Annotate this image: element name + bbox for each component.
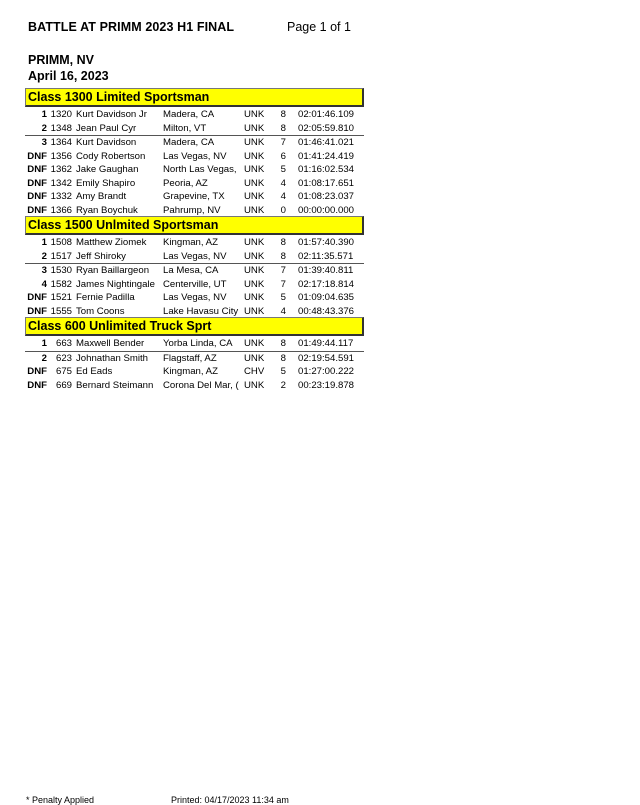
driver-name: Amy Brandt [76,191,127,202]
car-number: 1582 [50,278,72,290]
car-number: 663 [55,338,72,349]
hometown: Kingman, AZ [163,366,218,377]
hometown: La Mesa, CA [163,265,219,276]
elapsed-time: 00:00:00.000 [298,204,355,216]
document-title: BATTLE AT PRIMM 2023 H1 FINAL [28,20,235,34]
hometown: Lake Havasu City [163,305,239,317]
position: DNF [27,366,47,377]
result-row [25,236,364,250]
position: DNF [27,177,47,189]
elapsed-time: 02:11:35.571 [298,250,354,262]
car-number: 1362 [50,164,72,175]
position: 2 [41,352,47,364]
result-row [25,365,364,379]
driver-name: Ed Eads [76,366,113,377]
driver-name: Ryan Baillargeon [76,265,150,276]
class-header: Class 1300 Limited Sportsman [25,88,364,107]
position: 2 [41,250,47,262]
result-row [25,204,364,218]
result-row [25,291,364,305]
driver-name: Ryan Boychuk [76,204,138,216]
elapsed-time: 01:49:44.117 [298,338,354,349]
driver-name: Matthew Ziomek [76,237,147,248]
hometown: Corona Del Mar, ( [163,379,239,391]
car-number: 1555 [50,305,72,317]
vehicle: UNK [244,265,265,276]
vehicle: UNK [244,237,265,248]
car-number: 1342 [50,177,72,189]
driver-name: Cody Robertson [76,150,146,162]
laps: 5 [280,292,286,303]
elapsed-time: 01:46:41.021 [298,137,355,148]
car-number: 1356 [50,150,72,162]
position: 1 [41,109,47,120]
vehicle: CHV [244,366,265,377]
result-row [25,305,364,319]
position: 1 [41,338,47,349]
car-number: 1521 [50,292,72,303]
printed-timestamp: Printed: 04/17/2023 11:34 am [171,795,289,805]
car-number: 1366 [50,204,72,216]
result-row [25,163,364,177]
car-number: 1348 [50,122,72,134]
vehicle: UNK [244,177,265,189]
elapsed-time: 00:23:19.878 [298,379,355,391]
hometown: Madera, CA [163,137,215,148]
elapsed-time: 01:27:00.222 [298,366,355,377]
elapsed-time: 00:48:43.376 [298,305,355,317]
laps: 8 [280,122,286,134]
results-list [25,108,364,217]
position: DNF [27,292,47,303]
hometown: Kingman, AZ [163,237,218,248]
result-row [25,337,364,351]
results-list [25,337,364,392]
position: 4 [41,278,47,290]
driver-name: Emily Shapiro [76,177,136,189]
position: 1 [41,237,47,248]
driver-name: Maxwell Bender [76,338,145,349]
hometown: Madera, CA [163,109,215,120]
vehicle: UNK [244,137,265,148]
hometown: Grapevine, TX [163,191,225,202]
class-section-1300 [25,88,364,217]
car-number: 1530 [50,265,72,276]
laps: 5 [280,366,286,377]
result-row [25,136,364,150]
result-row [25,177,364,191]
vehicle: UNK [244,122,265,134]
position: DNF [27,305,47,317]
vehicle: UNK [244,109,265,120]
laps: 7 [280,278,286,290]
position: 2 [41,122,47,134]
hometown: Centerville, UT [163,278,227,290]
elapsed-time: 02:19:54.591 [298,352,355,364]
laps: 4 [280,191,286,202]
vehicle: UNK [244,292,265,303]
result-row [25,190,364,204]
vehicle: UNK [244,352,265,364]
laps: 8 [280,250,286,262]
driver-name: Jake Gaughan [76,164,139,175]
laps: 4 [280,305,286,317]
class-header: Class 600 Unlimited Truck Sprt [25,317,364,336]
elapsed-time: 02:05:59.810 [298,122,355,134]
position: DNF [27,191,47,202]
laps: 8 [280,338,286,349]
hometown: Peoria, AZ [163,177,208,189]
driver-name: Fernie Padilla [76,292,135,303]
vehicle: UNK [244,204,265,216]
car-number: 1320 [50,109,72,120]
vehicle: UNK [244,191,265,202]
car-number: 1508 [50,237,72,248]
car-number: 1517 [50,250,72,262]
elapsed-time: 01:16:02.534 [298,164,355,175]
car-number: 1332 [50,191,72,202]
laps: 0 [280,204,286,216]
laps: 8 [280,237,286,248]
hometown: Las Vegas, NV [163,250,227,262]
laps: 6 [280,150,286,162]
result-row [25,150,364,164]
hometown: Milton, VT [163,122,207,134]
event-date: April 16, 2023 [28,69,109,83]
laps: 2 [280,379,286,391]
position: DNF [27,150,47,162]
elapsed-time: 01:41:24.419 [298,150,355,162]
hometown: Pahrump, NV [163,204,221,216]
result-row [25,351,364,366]
vehicle: UNK [244,164,265,175]
class-section-1500 [25,216,364,318]
driver-name: Johnathan Smith [76,352,148,364]
laps: 7 [280,265,286,276]
driver-name: Kurt Davidson Jr [76,109,147,120]
car-number: 675 [55,366,72,377]
elapsed-time: 02:01:46.109 [298,109,355,120]
hometown: Yorba Linda, CA [163,338,233,349]
hometown: Las Vegas, NV [163,150,227,162]
elapsed-time: 01:09:04.635 [298,292,355,303]
driver-name: Bernard Steimann [76,379,154,391]
results-list [25,236,364,318]
vehicle: UNK [244,305,265,317]
vehicle: UNK [244,379,265,391]
laps: 8 [280,352,286,364]
class-header: Class 1500 Unlmited Sportsman [25,216,364,235]
result-row [25,108,364,122]
hometown: Flagstaff, AZ [163,352,217,364]
position: DNF [27,164,47,175]
class-section-600 [25,317,364,392]
hometown: Las Vegas, NV [163,292,227,303]
page-number: Page 1 of 1 [287,20,351,34]
position: DNF [27,379,47,391]
penalty-note: * Penalty Applied [26,795,95,805]
driver-name: Tom Coons [76,305,125,317]
result-row [25,122,364,137]
vehicle: UNK [244,250,265,262]
driver-name: James Nightingale [76,278,155,290]
laps: 5 [280,164,286,175]
elapsed-time: 01:08:23.037 [298,191,355,202]
vehicle: UNK [244,150,265,162]
vehicle: UNK [244,338,265,349]
car-number: 669 [55,379,72,391]
result-row [25,250,364,265]
position: DNF [27,204,47,216]
elapsed-time: 02:17:18.814 [298,278,355,290]
driver-name: Jean Paul Cyr [76,122,137,134]
event-location: PRIMM, NV [28,53,94,67]
driver-name: Kurt Davidson [76,137,137,148]
laps: 7 [280,137,286,148]
position: 3 [41,265,47,276]
hometown: North Las Vegas, [163,164,237,175]
elapsed-time: 01:57:40.390 [298,237,355,248]
result-row [25,278,364,292]
result-row [25,379,364,393]
position: 3 [41,137,47,148]
elapsed-time: 01:08:17.651 [298,177,355,189]
laps: 4 [280,177,286,189]
car-number: 1364 [50,137,72,148]
car-number: 623 [55,352,72,364]
vehicle: UNK [244,278,265,290]
elapsed-time: 01:39:40.811 [298,265,354,276]
laps: 8 [280,109,286,120]
driver-name: Jeff Shiroky [76,250,126,262]
result-row [25,264,364,278]
